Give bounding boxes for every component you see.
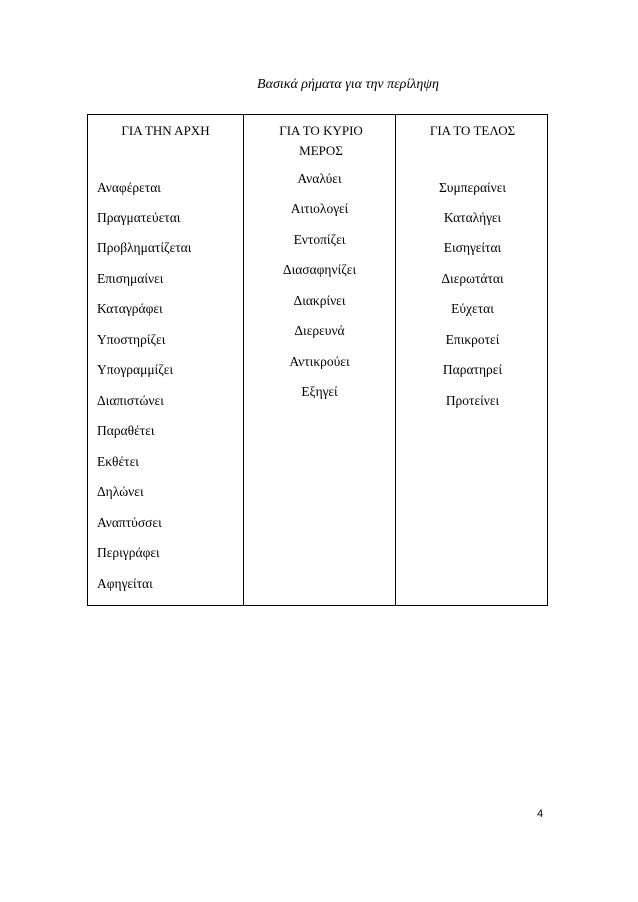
verb-main: Εξηγεί	[301, 384, 338, 399]
verb-beginning: Επισημαίνει	[97, 271, 164, 286]
header-main	[258, 121, 384, 161]
header-main-line-2: ΜΕΡΟΣ	[299, 143, 343, 158]
verb-beginning: Προβληματίζεται	[97, 240, 192, 255]
verb-main: Αναλύει	[297, 171, 342, 186]
verb-end: Εισηγείται	[443, 240, 502, 255]
verb-main: Εντοπίζει	[293, 232, 346, 247]
verb-main: Διασαφηνίζει	[282, 262, 357, 277]
verb-beginning: Υποστηρίζει	[97, 332, 166, 347]
verb-beginning: Καταγράφει	[97, 301, 163, 316]
verb-beginning: Εκθέτει	[97, 454, 139, 469]
header-main-line-1: ΓΙΑ ΤΟ ΚΥΡΙΟ	[279, 123, 363, 138]
verb-beginning: Διαπιστώνει	[97, 393, 164, 408]
header-end: ΓΙΑ ΤΟ ΤΕΛΟΣ	[429, 123, 516, 138]
page-number: 4	[537, 808, 544, 820]
verb-end: Καταλήγει	[443, 210, 502, 225]
verbs-table	[87, 114, 548, 606]
verb-end: Διερωτάται	[441, 271, 504, 286]
verb-beginning: Δηλώνει	[97, 484, 144, 499]
verb-beginning: Παραθέτει	[97, 423, 155, 438]
verb-end: Παρατηρεί	[442, 362, 503, 377]
verb-beginning: Αφηγείται	[97, 576, 153, 591]
verb-beginning: Αναπτύσσει	[97, 515, 162, 530]
verb-end: Συμπεραίνει	[438, 180, 507, 195]
header-beginning: ΓΙΑ ΤΗΝ ΑΡΧΗ	[121, 123, 210, 138]
page-title: Βασικά ρήματα για την περίληψη	[257, 77, 439, 92]
verb-end: Εύχεται	[451, 301, 494, 316]
verb-end: Προτείνει	[445, 393, 500, 408]
verb-beginning: Υπογραμμίζει	[97, 362, 174, 377]
verb-end: Επικροτεί	[445, 332, 500, 347]
verb-beginning: Πραγματεύεται	[97, 210, 181, 225]
verb-main: Διακρίνει	[293, 293, 346, 308]
verb-beginning: Περιγράφει	[97, 545, 160, 560]
verb-beginning: Αναφέρεται	[97, 180, 161, 195]
verb-main: Αντικρούει	[289, 354, 350, 369]
verb-main: Αιτιολογεί	[290, 201, 349, 216]
verb-main: Διερευνά	[294, 323, 345, 338]
